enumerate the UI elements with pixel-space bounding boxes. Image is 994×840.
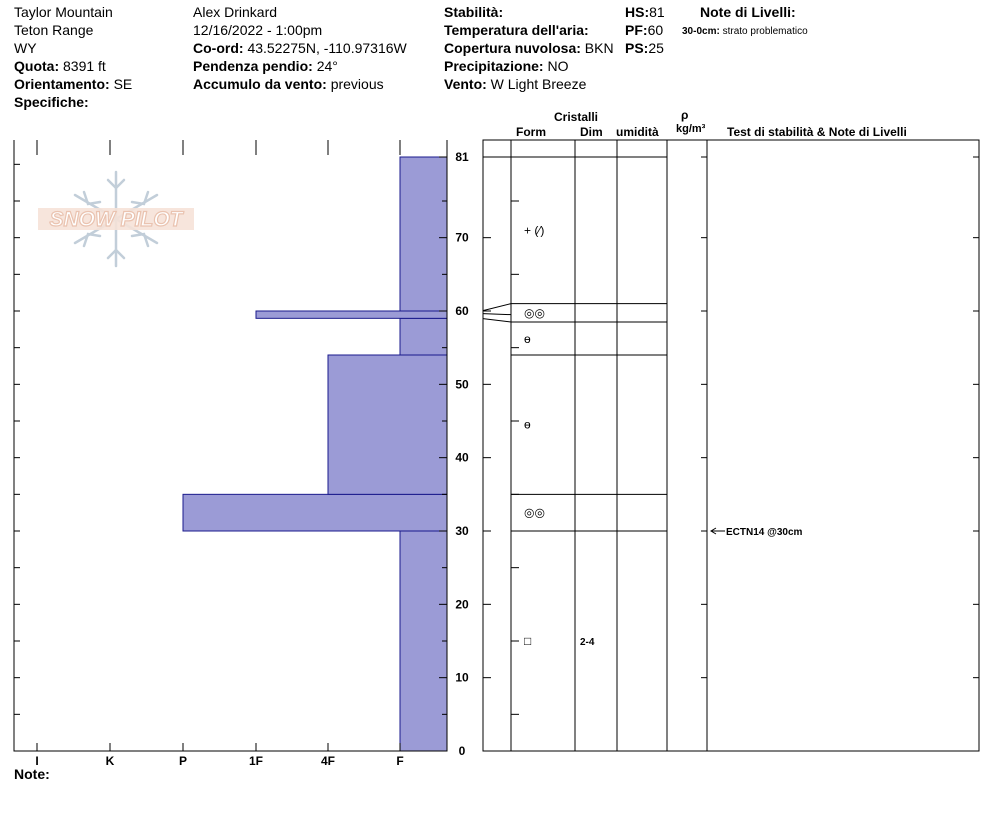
depth-label: 20 [455, 597, 469, 612]
specifics-label: Specifiche: [14, 94, 89, 110]
sky-label: Copertura nuvolosa: [444, 40, 581, 56]
depth-label: 70 [455, 230, 469, 245]
datetime: 12/16/2022 - 1:00pm [193, 22, 323, 38]
hardness-label: I [35, 754, 39, 768]
aspect-value: SE [113, 76, 133, 92]
depth-label: 60 [455, 304, 469, 318]
hardness-label: 4F [320, 754, 336, 768]
hardness-bar [400, 318, 447, 355]
snow-pilot-logo [38, 172, 194, 266]
location: Taylor Mountain [14, 4, 113, 20]
hardness-bar [183, 494, 447, 531]
depth-label: 10 [455, 670, 469, 685]
pf-label: PF: [625, 22, 648, 38]
crystal-form: ◎◎ [524, 505, 545, 520]
hardness-bar [256, 311, 447, 318]
crystals-header: Cristalli [554, 110, 599, 124]
boundary-connector [483, 319, 511, 322]
layer-note-text: strato problematico [722, 26, 808, 37]
hardness-bar [400, 157, 447, 311]
logo-text: SNOW PILOT [49, 208, 183, 231]
hardness-label: F [396, 754, 404, 768]
wind-label: Vento: [444, 76, 487, 92]
ps-label: PS: [625, 40, 649, 56]
depth-label: 50 [455, 377, 469, 392]
boundary-connector [483, 314, 511, 315]
range: Teton Range [14, 22, 94, 38]
stability-notes-header: Test di stabilità & Note di Livelli [727, 125, 907, 139]
elevation-value: 8391 ft [63, 58, 106, 74]
crystal-form: ◎◎ [524, 306, 545, 321]
crystal-form: □ [524, 634, 532, 648]
hardness-bar [328, 355, 447, 494]
hardness-bar [400, 531, 447, 751]
precip-label: Precipitazione: [444, 58, 544, 74]
precip-value: NO [547, 58, 569, 74]
dim-header: Dim [580, 125, 603, 139]
hardness-label: P [178, 754, 188, 768]
hardness-label: 1F [248, 754, 264, 768]
wind-value: W Light Breeze [490, 76, 587, 92]
crystal-dim: 2-4 [580, 637, 595, 648]
coord-value: 43.52275N, -110.97316W [247, 40, 407, 56]
slope-value: 24° [316, 58, 338, 74]
pf-value: 60 [647, 22, 664, 38]
sky-value: BKN [584, 40, 614, 56]
coord-label: Co-ord: [193, 40, 244, 56]
stability-label: Stabilità: [444, 4, 504, 20]
stability-test-label: ECTN14 @30cm [726, 527, 803, 538]
boundary-connector [483, 304, 511, 311]
notes-label: Note: [14, 766, 50, 782]
depth-label: 0 [458, 744, 466, 758]
hs-label: HS: [625, 4, 650, 20]
aspect-label: Orientamento: [14, 76, 110, 92]
crystal-form: + (⁄) [524, 223, 545, 238]
crystal-form: ɵ [524, 331, 531, 346]
hardness-label: K [105, 754, 115, 768]
form-header: Form [516, 125, 546, 139]
moisture-header: umidità [616, 125, 659, 139]
layer-note-depth: 30-0cm: [682, 26, 720, 37]
layer-notes-title: Note di Livelli: [700, 4, 796, 20]
state: WY [14, 40, 37, 56]
crystal-form: ɵ [524, 417, 531, 432]
slope-label: Pendenza pendio: [193, 58, 313, 74]
ps-value: 25 [648, 40, 664, 56]
air-temp-label: Temperatura dell'aria: [444, 22, 589, 38]
hs-value: 81 [649, 4, 665, 20]
depth-label: 40 [455, 450, 469, 465]
depth-label: 81 [455, 150, 469, 164]
observer: Alex Drinkard [193, 4, 278, 20]
wind-loading-label: Accumulo da vento: [193, 76, 327, 92]
layers-table-frame [483, 140, 979, 751]
rho-header: ρ [681, 108, 689, 122]
density-unit-header: kg/m³ [676, 123, 706, 135]
depth-label: 30 [455, 524, 469, 538]
elevation-label: Quota: [14, 58, 60, 74]
wind-loading-value: previous [330, 76, 384, 92]
